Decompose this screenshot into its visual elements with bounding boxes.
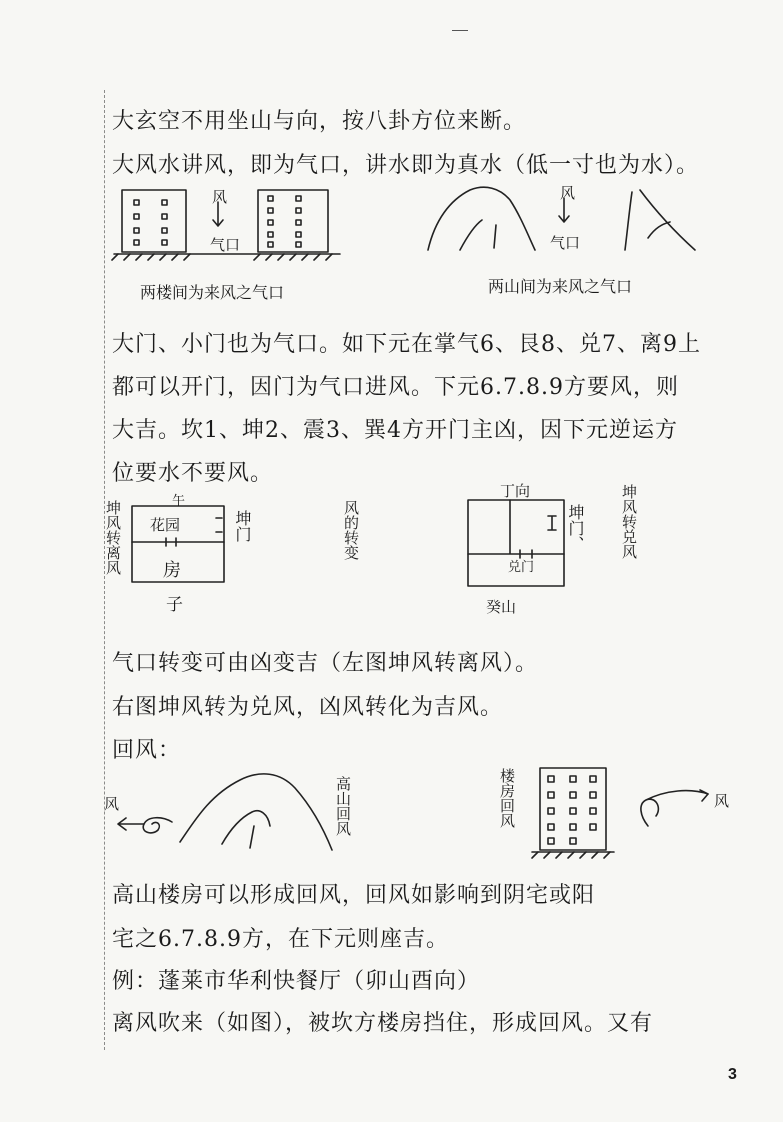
fig3-wind-left: 风 <box>104 795 120 813</box>
text-line-6: 位要水不要风。 <box>112 461 274 486</box>
fig2-middle-label: 风的转变 <box>342 500 360 560</box>
fig1-caption-right: 两山间为来风之气口 <box>488 277 633 296</box>
fig2-ding-label: 丁向 <box>500 482 531 500</box>
text-line-11: 宅之6.7.8.9方，在下元则座吉。 <box>112 927 449 952</box>
text-line-2: 大风水讲风，即为气口，讲水即为真水（低一寸也为水）。 <box>112 153 700 178</box>
fig2-kun-door-label: 坤门 <box>233 510 252 542</box>
text-line-3: 大门、小门也为气口。如下元在掌气6、艮8、兑7、离9上 <box>112 332 701 357</box>
text-line-8: 右图坤风转为兑风，凶风转化为吉风。 <box>112 695 504 720</box>
fig1-wind-label-left: 风 <box>212 188 228 206</box>
fig2-right-side-label: 坤风转兑风 <box>620 484 638 559</box>
fig2-gui-label: 癸山 <box>486 598 517 616</box>
fig3-windows <box>548 776 596 844</box>
text-line-7: 气口转变可由凶变吉（左图坤风转离风）。 <box>112 651 539 676</box>
fig1-qikou-label-right: 气口 <box>550 234 581 252</box>
fig2-room-label: 房 <box>163 560 181 581</box>
text-line-13: 离风吹来（如图），被坎方楼房挡住，形成回风。又有 <box>112 1011 654 1036</box>
fig3-mountain-label: 高山回风 <box>334 776 352 836</box>
text-line-4: 都可以开门，因门为气口进风。下元6.7.8.9方要风，则 <box>112 375 679 400</box>
text-line-12: 例：蓬莱市华利快餐厅（卯山酉向） <box>112 969 481 994</box>
fig1-qikou-label-left: 气口 <box>210 236 241 254</box>
fig1-caption-left: 两楼间为来风之气口 <box>140 283 285 302</box>
top-mark <box>452 30 468 31</box>
fig1-wind-label-right: 风 <box>560 184 576 202</box>
fig2-bottom-label: 子 <box>166 595 183 615</box>
fig3-building-label: 楼房回风 <box>498 768 516 828</box>
text-line-1: 大玄空不用坐山与向，按八卦方位来断。 <box>112 109 527 134</box>
text-line-9: 回风： <box>112 738 182 763</box>
fig2-garden-label: 花园 <box>150 516 181 534</box>
fig3-wind-right: 风 <box>714 792 730 810</box>
fig2-kun-door2-label: 坤门、 <box>566 504 585 552</box>
fig3-drawing <box>100 760 740 870</box>
fig1-drawing <box>110 180 710 270</box>
building-left <box>122 190 186 252</box>
text-line-10: 高山楼房可以形成回风，回风如影响到阴宅或阳 <box>112 883 596 908</box>
fig2-dui-door-label: 兑门 <box>508 560 535 575</box>
page-number: 3 <box>728 1066 737 1083</box>
fig2-top-label: 午 <box>172 494 186 509</box>
fig2-left-side-label: 坤风转离风 <box>104 500 122 575</box>
text-line-5: 大吉。坎1、坤2、震3、巽4方开门主凶，因下元逆运方 <box>112 418 678 443</box>
